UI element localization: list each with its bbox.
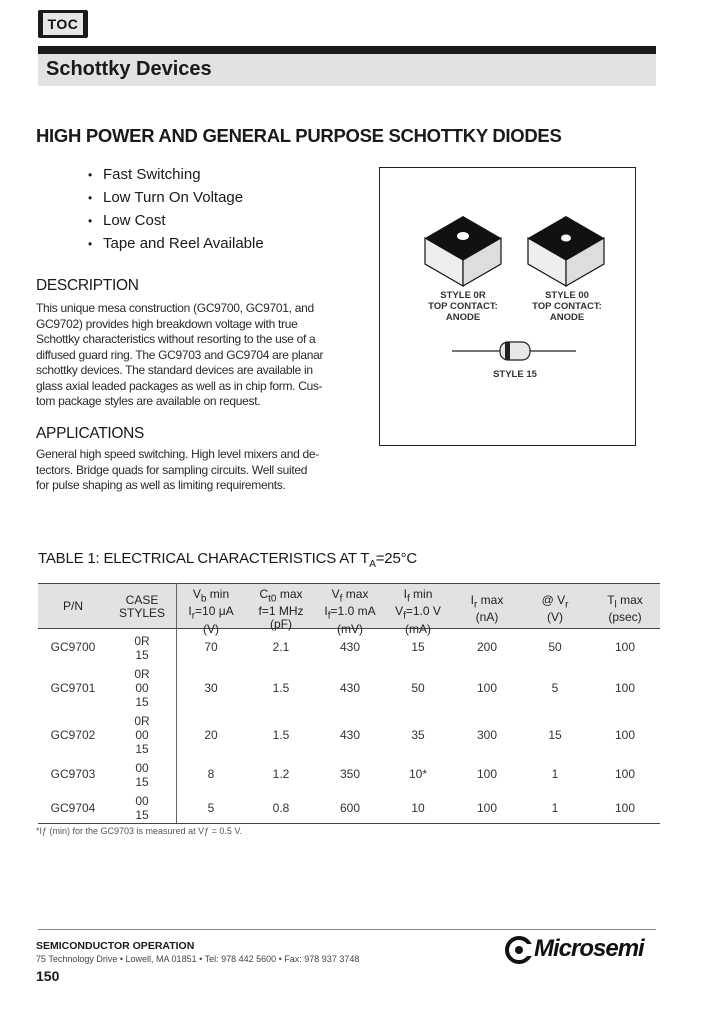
feature-item: • Low Cost [88, 212, 166, 229]
package-figure [379, 167, 636, 446]
feature-list [88, 166, 264, 258]
col-header-ct: $C_{t0}$ max f=1 MHz (pF) [258, 587, 304, 632]
bullet-icon: • [88, 168, 93, 182]
page-number: 150 [36, 968, 60, 984]
axial-package-icon [452, 342, 576, 360]
chip-00-icon [528, 216, 604, 286]
style-0r-label: STYLE 0R TOP CONTACT: ANODE [428, 290, 498, 323]
description-heading: DESCRIPTION [36, 277, 139, 294]
feature-item: • Low Turn On Voltage [88, 189, 244, 206]
style-15-label: STYLE 15 [493, 369, 537, 380]
applications-text: General high speed switching. High level mixers and de- tectors. Bridge quads for sampling circuits. Well suited for pulse shaping as well as limiting requirements. [36, 447, 319, 492]
col-header-pn: P/N [62, 599, 83, 613]
footer-division: SEMICONDUCTOR OPERATION [36, 940, 195, 952]
col-header-tl: $T_l$ max (psec) [607, 593, 643, 625]
footer-address: 75 Technology Drive • Lowell, MA 01851 • Tel: 978 442 5600 • Fax: 978 937 3748 [36, 954, 360, 964]
table-footnote: *Iƒ (min) for the GC9703 is measured at Vƒ = 0.5 V. [36, 826, 243, 836]
col-header-vf: $V_f$ max $I_f=1.0$ mA (mV) [324, 587, 376, 636]
col-header-ir: $I_r$ max (nA) [470, 593, 504, 625]
table-title: TABLE 1: ELECTRICAL CHARACTERISTICS AT $T_A=25^\circ C$ [38, 550, 418, 570]
table-row: GC9700 0R 15 70 2.1 430 15 200 50 100 [50, 634, 636, 662]
bullet-icon: • [88, 191, 93, 205]
microsemi-logo-text: Microsemi [534, 935, 644, 962]
style-00-label: STYLE 00 TOP CONTACT: ANODE [532, 290, 602, 323]
table-top-rule [38, 583, 660, 584]
section-title: Schottky Devices [46, 58, 212, 80]
table-row: GC9702 0R 00 15 20 1.5 430 35 300 15 100 [50, 714, 636, 756]
col-header-vb: $V_b$ min $I_r=10$ μA (V) [188, 587, 234, 636]
page-title: HIGH POWER AND GENERAL PURPOSE SCHOTTKY DIODES [36, 125, 562, 146]
table-row: GC9701 0R 00 15 30 1.5 430 50 100 5 100 [50, 667, 636, 709]
col-header-case: CASE STYLES [118, 593, 166, 620]
bullet-icon: • [88, 214, 93, 228]
feature-item: • Tape and Reel Available [88, 235, 264, 252]
toc-label: TOC [43, 13, 83, 35]
feature-item: • Fast Switching [88, 166, 201, 183]
section-band [38, 54, 656, 86]
header-rule [38, 46, 656, 54]
applications-heading: APPLICATIONS [36, 425, 145, 442]
table-row: GC9703 00 15 8 1.2 350 10* 100 1 100 [50, 761, 636, 789]
bullet-icon: • [88, 237, 93, 251]
footer-rule [38, 929, 656, 930]
table-row: GC9704 00 15 5 0.8 600 10 100 1 100 [50, 794, 636, 822]
col-header-atvr: @ $V_r$ (V) [541, 593, 569, 625]
microsemi-logo-icon [504, 935, 534, 965]
col-header-if: $I_f$ min $V_f=1.0$ V (mA) [395, 587, 441, 636]
description-text: This unique mesa construction (GC9700, GC9701, and GC9702) provides high breakdown voltage with true Schottky characteristics without resorting to the use of a diffused guard ring. The GC9703 and GC9704 are planar schottky devices. The standard devices are available in glass axial leaded packages as well as in chip form. Cus- tom package styles are available on request. [36, 301, 324, 408]
toc-button[interactable] [38, 10, 88, 38]
chip-0r-icon [425, 216, 501, 286]
